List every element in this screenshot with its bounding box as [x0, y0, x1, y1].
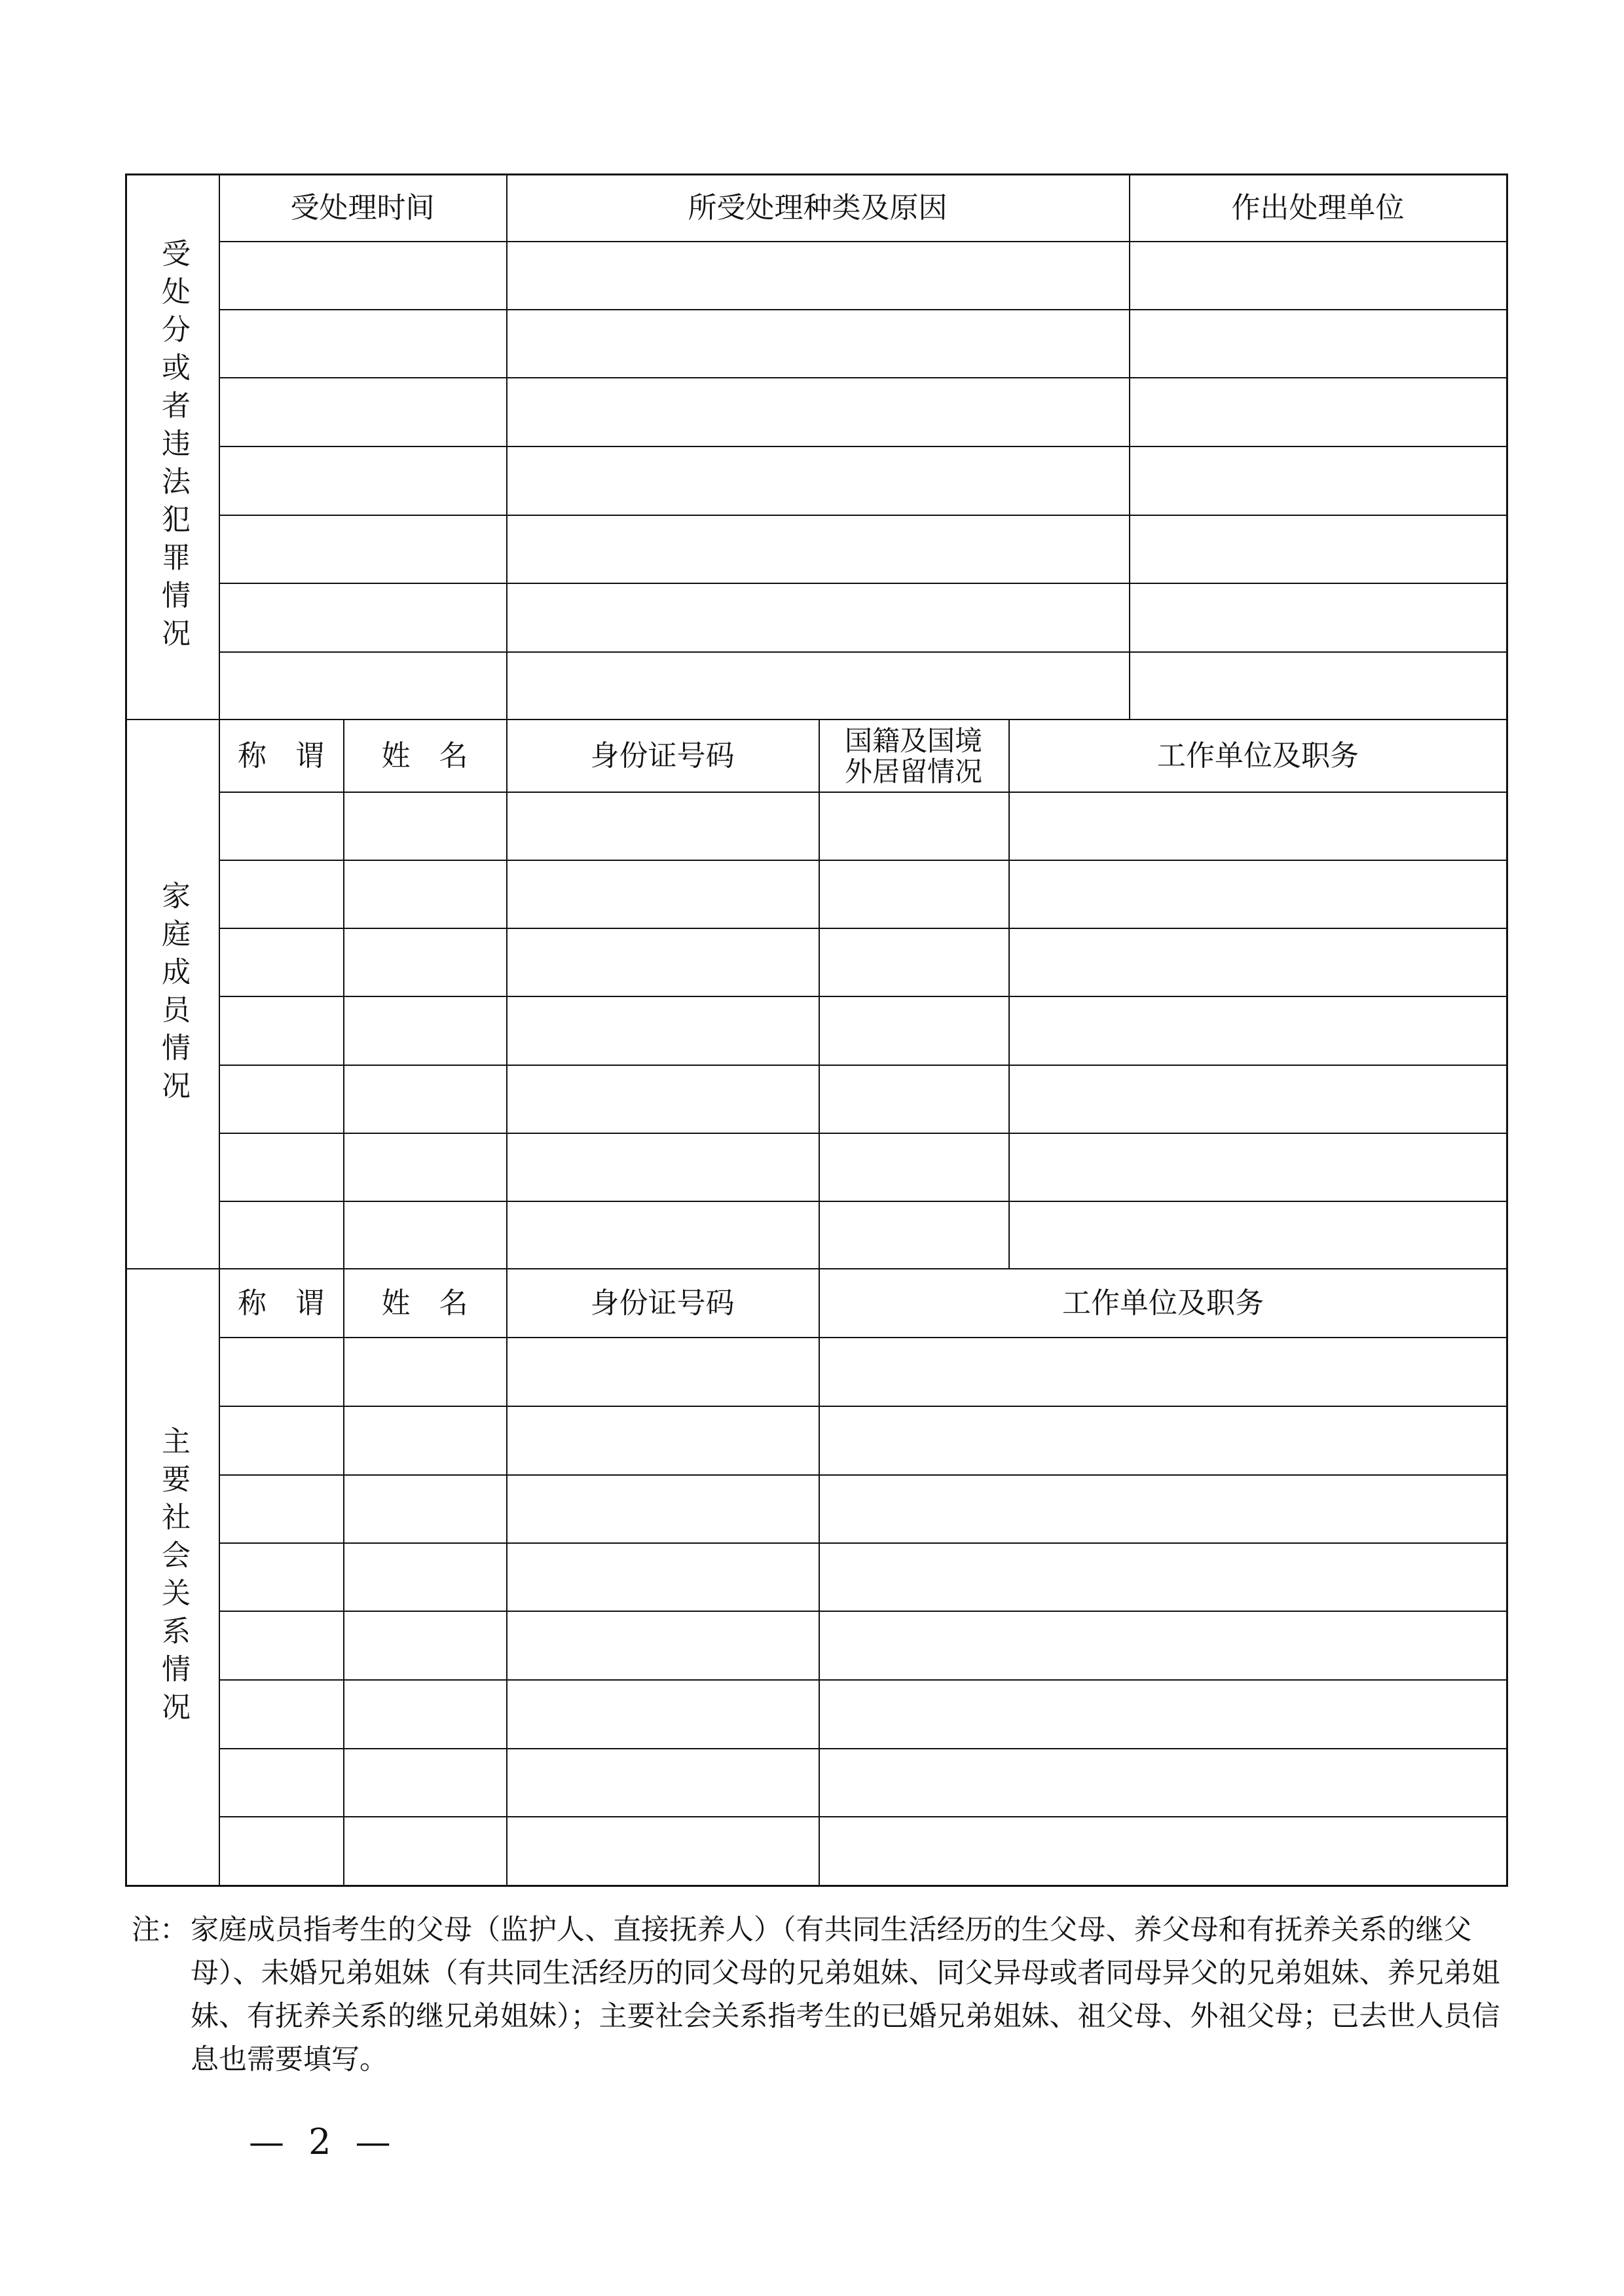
divider — [219, 1133, 1507, 1134]
footnote-lead: 注： — [132, 1914, 188, 1946]
divider — [219, 792, 1507, 793]
divider — [219, 1201, 1507, 1202]
divider — [1008, 719, 1010, 1269]
family-section-label: 家庭成员情况 — [157, 881, 190, 1108]
social-header-name: 姓 名 — [381, 1286, 468, 1320]
page-number: — 2 — — [249, 2121, 397, 2162]
divider — [219, 1679, 1507, 1681]
divider — [219, 1816, 1507, 1817]
form-table — [125, 173, 1508, 1887]
divider — [219, 1611, 1507, 1612]
divider — [219, 1748, 1507, 1749]
divider — [219, 1542, 1507, 1544]
family-header-name: 姓 名 — [381, 738, 468, 773]
family-header-id-number: 身份证号码 — [590, 738, 735, 773]
divider — [219, 1065, 1507, 1066]
divider — [219, 1406, 1507, 1407]
divider — [219, 928, 1507, 929]
violations-header-unit: 作出处理单位 — [1231, 191, 1405, 225]
divider — [219, 1337, 1507, 1338]
section-divider — [125, 719, 1508, 720]
social-section-label: 主要社会关系情况 — [157, 1426, 190, 1730]
section-divider — [125, 1268, 1508, 1269]
divider — [219, 651, 1507, 653]
family-header-nationality-text: 国籍及国境外居留情况 — [844, 724, 982, 788]
family-header-relation: 称 谓 — [238, 738, 324, 773]
divider — [219, 309, 1507, 310]
divider — [219, 996, 1507, 997]
violations-header-type-reason: 所受处理种类及原因 — [688, 191, 948, 225]
divider — [219, 173, 220, 1887]
divider — [219, 377, 1507, 378]
divider — [219, 860, 1507, 861]
footnote — [125, 1908, 1508, 2081]
family-header-workplace: 工作单位及职务 — [1157, 738, 1359, 773]
social-header-id-number: 身份证号码 — [590, 1286, 735, 1320]
social-header-relation: 称 谓 — [238, 1286, 324, 1320]
family-header-nationality — [819, 721, 1008, 792]
social-header-workplace: 工作单位及职务 — [1062, 1286, 1264, 1320]
violations-section-label: 受处分或者违法犯罪情况 — [157, 238, 190, 656]
divider — [219, 1474, 1507, 1476]
violations-header-time: 受处理时间 — [290, 191, 435, 225]
divider — [219, 241, 1507, 242]
divider — [219, 515, 1507, 516]
footnote-text: 家庭成员指考生的父母（监护人、直接抚养人）（有共同生活经历的生父母、养父母和有抚养关系的继父母）、未婚兄弟姐妹（有共同生活经历的同父母的兄弟姐妹、同父异母或者同母异父的兄弟姐妹、养兄弟姐妹、有抚养关系的继兄弟姐妹）；主要社会关系指考生的已婚兄弟姐妹、祖父母、外祖父母；已去世人员信息也需要填写。 — [191, 1914, 1500, 2076]
divider — [219, 446, 1507, 447]
divider — [219, 583, 1507, 584]
